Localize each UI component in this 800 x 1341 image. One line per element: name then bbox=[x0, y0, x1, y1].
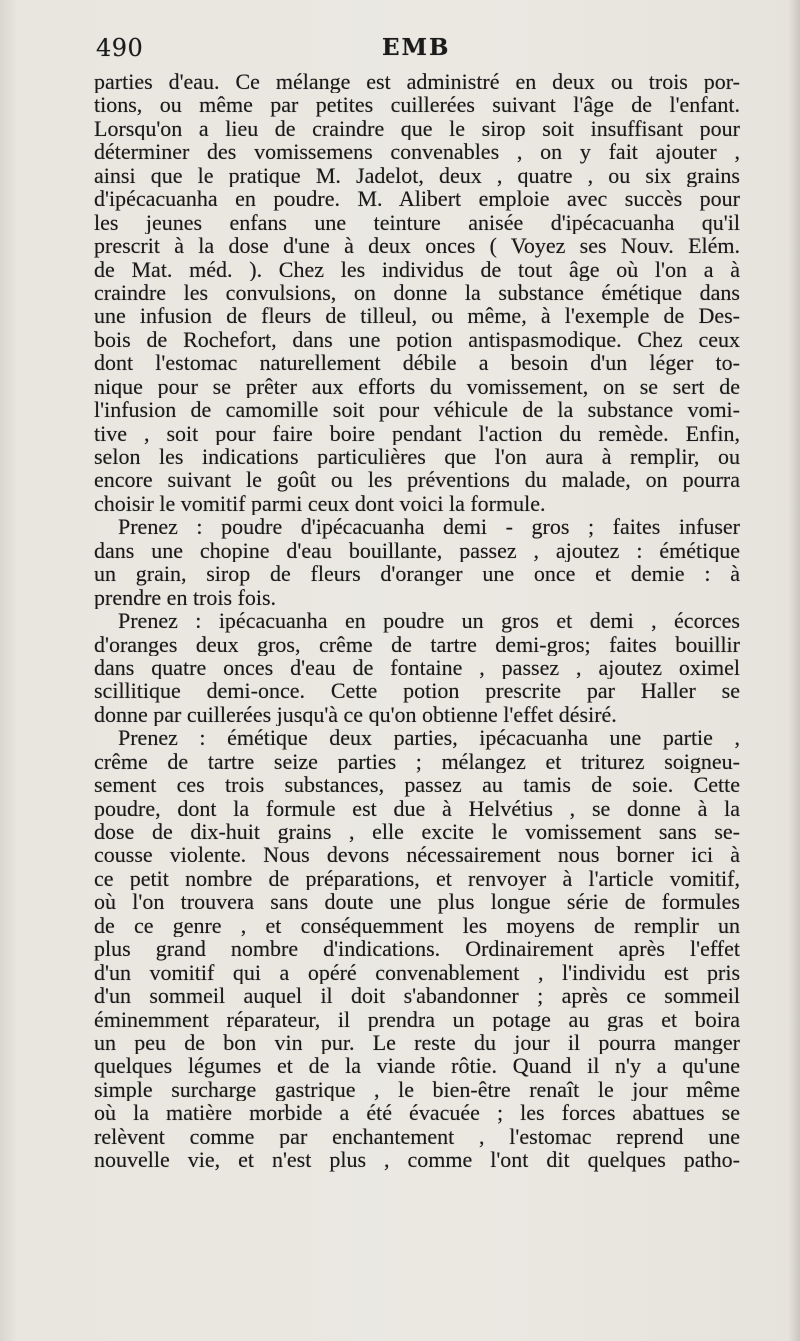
text-line: prescrit à la dose d'une à deux onces ( Voyez ses Nouv. Elém. bbox=[94, 234, 740, 258]
text-line: bois de Rochefort, dans une potion antispasmodique. Chez ceux bbox=[94, 327, 740, 352]
text-line: donne par cuillerées jusqu'à ce qu'on obtienne l'effet désiré. bbox=[94, 702, 617, 727]
text-line: nouvelle vie, et n'est plus , comme l'ont dit quelques patho- bbox=[94, 1148, 740, 1172]
text-line: prendre en trois fois. bbox=[94, 585, 277, 610]
text-line: simple surcharge gastrique , le bien-être renaît le jour même bbox=[94, 1077, 740, 1102]
text-line: où la matière morbide a été évacuée ; les forces abattues se bbox=[94, 1101, 740, 1125]
text-line: tive , soit pour faire boire pendant l'action du remède. Enfin, bbox=[94, 421, 740, 445]
text-line: craindre les convulsions, on donne la substance émétique dans bbox=[94, 280, 740, 305]
text-line: selon les indications particulières que l'on aura à remplir, ou bbox=[94, 445, 740, 469]
text-line: de Mat. méd. ). Chez les individus de tout âge où l'on a à bbox=[94, 257, 740, 281]
text-line: déterminer des vomissemens convenables , on y fait ajouter , bbox=[94, 140, 740, 164]
text-line: de ce genre , et conséquemment les moyens de remplir un bbox=[94, 913, 740, 938]
text-line: éminemment réparateur, il prendra un potage au gras et boira bbox=[94, 1007, 740, 1031]
text-line: Prenez : émétique deux parties, ipécacuanha une partie , bbox=[118, 726, 740, 750]
text-line: cousse violente. Nous devons nécessairement nous borner ici à bbox=[94, 843, 740, 867]
text-line: poudre, dont la formule est due à Helvétius , se donne à la bbox=[94, 796, 740, 820]
text-line: d'oranges deux gros, crême de tartre demi-gros; faites bouillir bbox=[94, 632, 740, 656]
text-line: encore suivant le goût ou les préventions du malade, on pourra bbox=[94, 468, 740, 492]
text-line: un peu de bon vin pur. Le reste du jour il pourra manger bbox=[94, 1030, 740, 1055]
text-line: ainsi que le pratique M. Jadelot, deux , quatre , ou six grains bbox=[94, 163, 740, 188]
text-line: dose de dix-huit grains , elle excite le vomissement sans se- bbox=[94, 820, 740, 844]
text-line: dans quatre onces d'eau de fontaine , passez , ajoutez oximel bbox=[94, 655, 740, 680]
text-line: Lorsqu'on a lieu de craindre que le sirop soit insuffisant pour bbox=[94, 116, 740, 141]
text-line: plus grand nombre d'indications. Ordinairement après l'effet bbox=[94, 937, 740, 961]
text-line: choisir le vomitif parmi ceux dont voici la formule. bbox=[94, 491, 546, 516]
text-line: sement ces trois substances, passez au tamis de soie. Cette bbox=[94, 773, 740, 797]
page-header bbox=[96, 34, 736, 66]
text-line: ce petit nombre de préparations, et renvoyer à l'article vomitif, bbox=[94, 866, 740, 891]
text-line: dont l'estomac naturellement débile a besoin d'un léger to- bbox=[94, 351, 740, 375]
running-head: EMB bbox=[382, 34, 451, 61]
text-line: Prenez : ipécacuanha en poudre un gros et demi , écorces bbox=[118, 609, 740, 633]
text-line: relèvent comme par enchantement , l'estomac reprend une bbox=[94, 1124, 740, 1149]
page-edge-shadow bbox=[788, 0, 800, 1341]
text-line: crême de tartre seize parties ; mélangez et triturez soigneu- bbox=[94, 749, 740, 774]
text-line: l'infusion de camomille soit pour véhicule de la substance vomi- bbox=[94, 398, 740, 422]
text-line: les jeunes enfans une teinture anisée d'ipécacuanha qu'il bbox=[94, 210, 740, 235]
page-number: 490 bbox=[96, 34, 144, 62]
body-text bbox=[94, 70, 740, 1172]
text-line: une infusion de fleurs de tilleul, ou même, à l'exemple de Des- bbox=[94, 304, 740, 328]
text-line: scillitique demi-once. Cette potion prescrite par Haller se bbox=[94, 679, 740, 703]
text-line: d'ipécacuanha en poudre. M. Alibert emploie avec succès pour bbox=[94, 187, 740, 211]
text-line: nique pour se prêter aux efforts du vomissement, on se sert de bbox=[94, 374, 740, 399]
text-line: quelques légumes et de la viande rôtie. Quand il n'y a qu'une bbox=[94, 1054, 740, 1078]
text-line: d'un vomitif qui a opéré convenablement , l'individu est pris bbox=[94, 960, 740, 985]
text-line: où l'on trouvera sans doute une plus longue série de formules bbox=[94, 890, 740, 914]
text-line: tions, ou même par petites cuillerées suivant l'âge de l'enfant. bbox=[94, 93, 740, 117]
text-line: dans une chopine d'eau bouillante, passez , ajoutez : émétique bbox=[94, 538, 740, 563]
text-line: d'un sommeil auquel il doit s'abandonner ; après ce sommeil bbox=[94, 984, 740, 1008]
text-line: Prenez : poudre d'ipécacuanha demi - gros ; faites infuser bbox=[118, 515, 740, 539]
text-line: un grain, sirop de fleurs d'oranger une once et demie : à bbox=[94, 562, 740, 586]
text-line: parties d'eau. Ce mélange est administré en deux ou trois por- bbox=[94, 70, 740, 94]
